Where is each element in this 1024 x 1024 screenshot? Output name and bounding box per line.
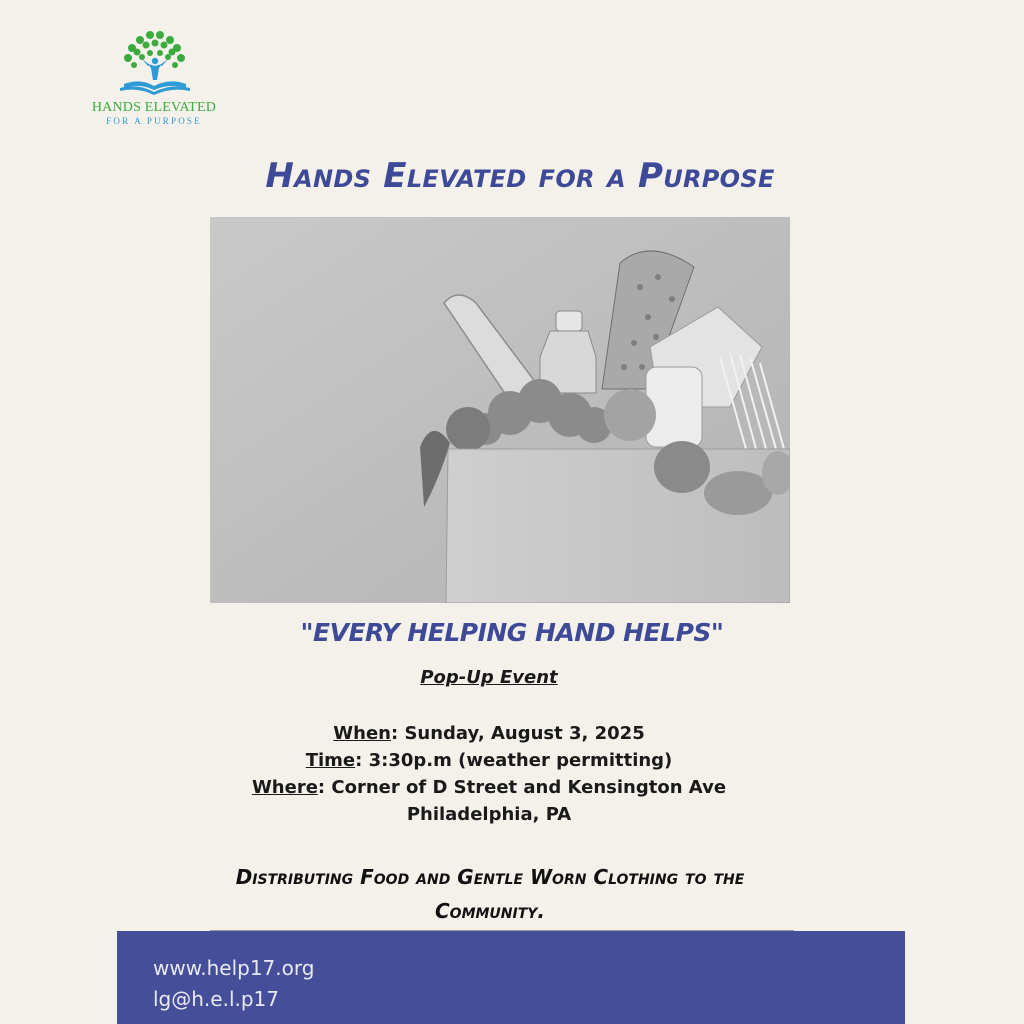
event-city: Philadelphia, PA [406, 804, 572, 825]
when-label: When [333, 723, 391, 744]
website-link[interactable]: www.help17.org [153, 956, 315, 980]
event-where [0, 774, 978, 801]
logo-name: HANDS ELEVATED [91, 100, 217, 115]
where-value: : Corner of D Street and Kensington Ave [317, 777, 727, 798]
email-link[interactable]: lg@h.e.l.p17 [153, 987, 280, 1011]
where-label: Where [251, 777, 318, 798]
time-value: : 3:30p.m (weather permitting) [355, 750, 673, 771]
event-title: Pop-Up Event [420, 667, 558, 688]
event-when [0, 720, 978, 747]
event-time [0, 747, 978, 774]
logo [84, 28, 224, 132]
time-label: Time [305, 750, 356, 771]
event-details [0, 720, 978, 828]
footer [117, 931, 905, 1024]
grocery-box-photo [210, 217, 790, 603]
when-value: : Sunday, August 3, 2025 [390, 723, 645, 744]
logo-subtitle: FOR A PURPOSE [106, 116, 202, 126]
tagline: "EVERY HELPING HAND HELPS" [300, 618, 724, 647]
event-description: Distributing Food and Gentle Worn Clothing to the Community. [235, 865, 745, 923]
page-title: Hands Elevated for a Purpose [265, 156, 775, 196]
tree-book-logo-icon [84, 28, 224, 100]
